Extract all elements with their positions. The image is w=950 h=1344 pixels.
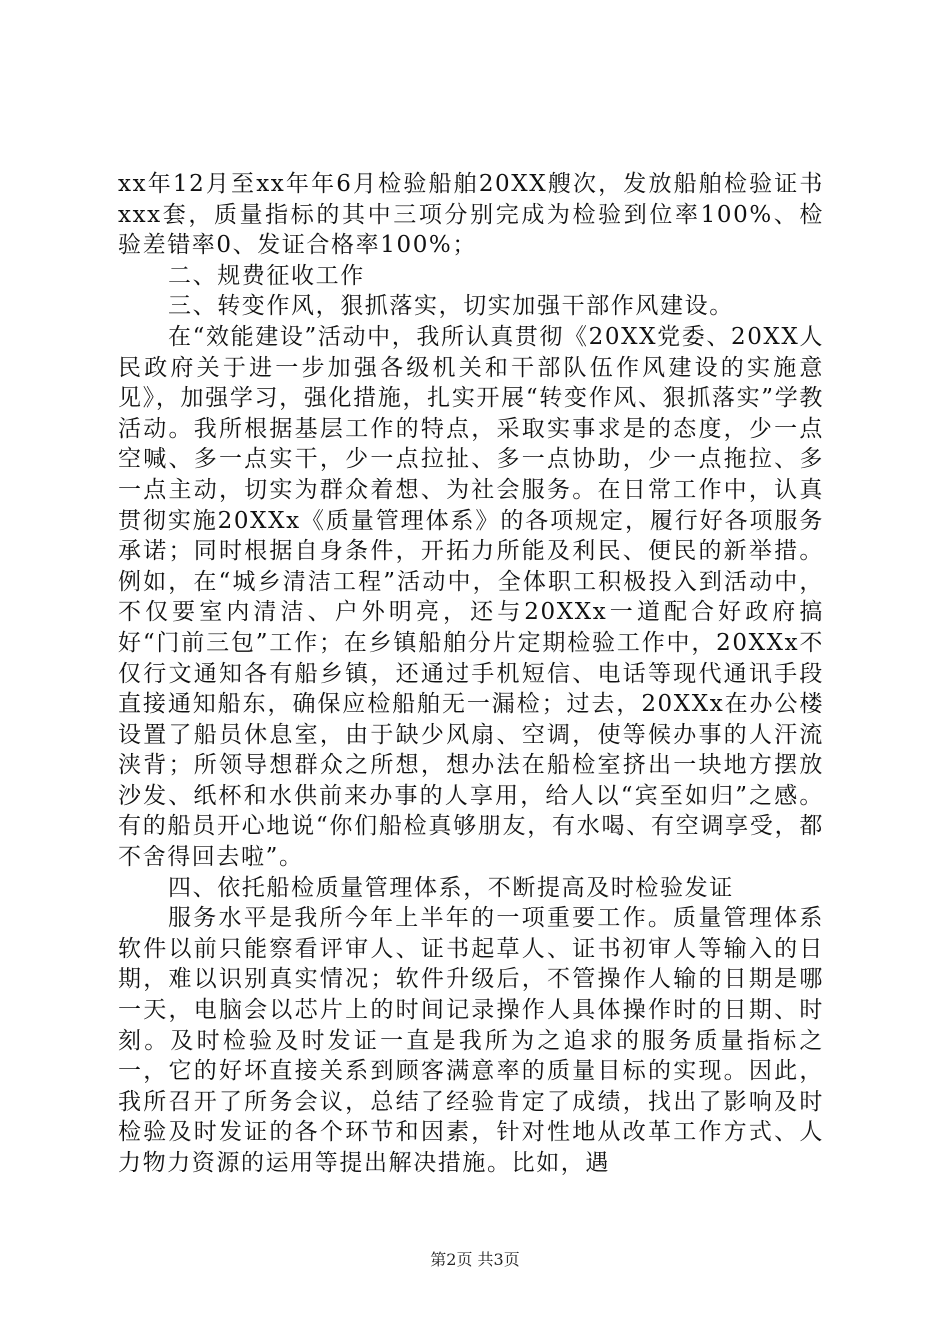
document-body [118, 169, 824, 1179]
page-number-footer: 第2页 共3页 [430, 1250, 520, 1269]
heading-fee-collection: 二、规费征收工作 [168, 262, 365, 289]
heading-work-style: 三、转变作风，狠抓落实，切实加强干部作风建设。 [168, 293, 734, 320]
paragraph-inspection-stats: xx年12月至xx年年6月检验船舶20XX艘次，发放船舶检验证书xxx套，质量指标的其中三项分别完成为检验到位率100%、检验差错率0、发证合格率100%； [118, 171, 824, 259]
paragraph-efficiency-campaign: 在“效能建设”活动中，我所认真贯彻《20XX党委、20XX人民政府关于进一步加强各级机关和干部队伍作风建设的实施意见》，加强学习，强化措施，扎实开展“转变作风、狠抓落实”学教活动。我所根据基层工作的特点，采取实事求是的态度，少一点空喊、多一点实干，少一点拉扯、多一点协助，少一点拖拉、多一点主动，切实为群众着想、为社会服务。在日常工作中，认真贯彻实施20XXx《质量管理体系》的各项规定，履行好各项服务承诺；同时根据自身条件，开拓力所能及利民、便民的新举措。例如，在“城乡清洁工程”活动中，全体职工积极投入到活动中，不仅要室内清洁、户外明亮，还与20XXx一道配合好政府搞好“门前三包”工作；在乡镇船舶分片定期检验工作中，20XXx不仅行文通知各有船乡镇，还通过手机短信、电话等现代通讯手段直接通知船东，确保应检船舶无一漏检；过去，20XXx在办公楼设置了船员休息室，由于缺少风扇、空调，使等候办事的人汗流浃背；所领导想群众之所想，想办法在船检室挤出一块地方摆放沙发、纸杯和水供前来办事的人享用，给人以“宾至如归”之感。有的船员开心地说“你们船检真够朋友，有水喝、有空调享受，都不舍得回去啦”。 [118, 323, 824, 871]
paragraph-service-level: 服务水平是我所今年上半年的一项重要工作。质量管理体系软件以前只能察看评审人、证书起草人、证书初审人等输入的日期，难以识别真实情况；软件升级后，不管操作人输的日期是哪一天，电脑会以芯片上的时间记录操作人具体操作时的日期、时刻。及时检验及时发证一直是我所为之追求的服务质量指标之一，它的好坏直接关系到顾客满意率的质量目标的实现。因此，我所召开了所务会议，总结了经验肯定了成绩，找出了影响及时检验及时发证的各个环节和因素，针对性地从改革工作方式、人力物力资源的运用等提出解决措施。比如，遇 [118, 905, 824, 1176]
heading-quality-system: 四、依托船检质量管理体系，不断提高及时检验发证 [168, 874, 734, 901]
